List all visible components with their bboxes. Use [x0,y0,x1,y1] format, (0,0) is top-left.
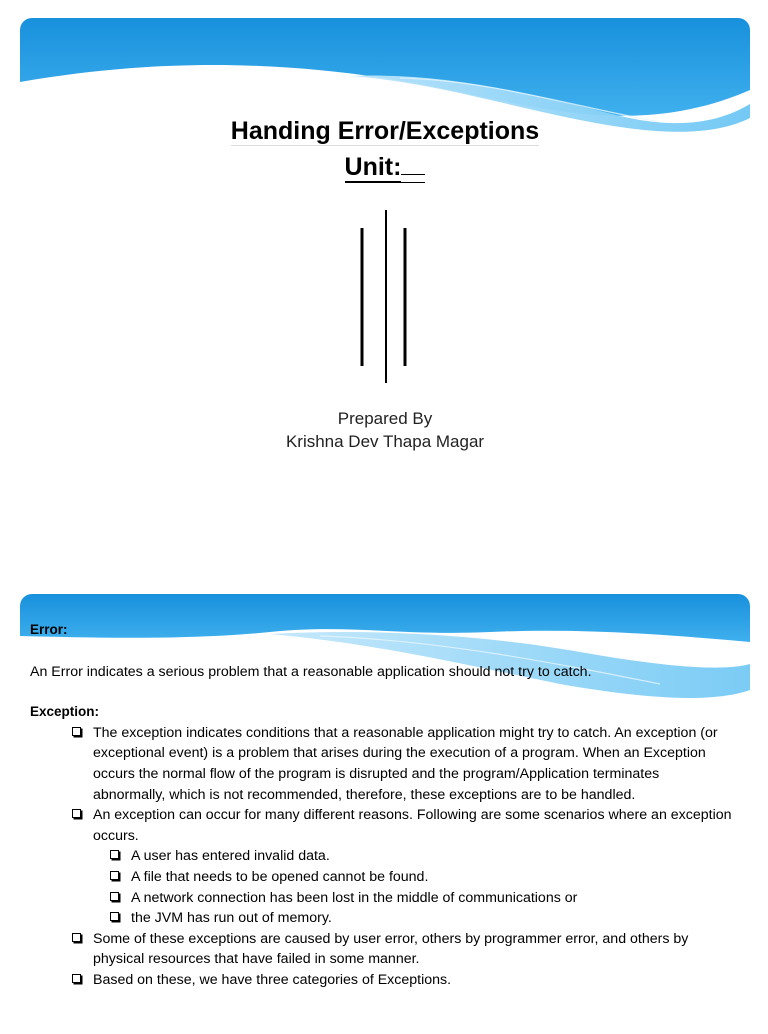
list-item: the JVM has run out of memory. [110,908,735,929]
prepared-by-label: Prepared By [337,409,433,428]
slide-title: Handing Error/Exceptions [230,117,540,145]
slide-subtitle-unit: Unit: [20,152,750,183]
list-item: Based on these, we have three categories of Exceptions. [72,970,735,991]
list-item: A user has entered invalid data. [110,846,735,867]
error-heading: Error: [30,622,68,637]
checkbox-bullet-icon [72,933,81,942]
error-definition: An Error indicates a serious problem that a reasonable application should not try to catch. [30,663,592,680]
list-item: The exception indicates conditions that a reasonable application might try to catch. An exception (or exceptional event) is a problem that arises during the execution of a program. When an Exception occurs the normal flow of the program is disrupted and the program/Application terminates abnormally, which is not recommended, therefore, these exceptions are to be handled. [72,723,735,805]
content-slide [20,594,750,1034]
scenario-sub-list [93,846,735,928]
author-name: Krishna Dev Thapa Magar [285,432,485,451]
exception-heading: Exception: [30,704,100,720]
list-item: A file that needs to be opened cannot be found. [110,867,735,888]
exception-bullet-list [30,723,735,991]
checkbox-bullet-icon [110,850,119,859]
checkbox-bullet-icon [72,809,81,818]
list-item: A network connection has been lost in the middle of communications or [110,888,735,909]
roman-numeral-three-mark [20,18,750,558]
checkbox-bullet-icon [72,974,81,983]
checkbox-bullet-icon [72,727,81,736]
slide-body [30,620,735,991]
list-item: Some of these exceptions are caused by user error, others by programmer error, and others by physical resources that have failed in some manner. [72,929,735,970]
title-slide [20,18,750,558]
checkbox-bullet-icon [110,892,119,901]
list-item: An exception can occur for many different reasons. Following are some scenarios where an exception occurs. A user has entered invalid data. A file that needs to be opened cannot be found. A network connection has been lost in the middle of communications or the JVM has run out of memory. [72,805,735,929]
checkbox-bullet-icon [110,912,119,921]
checkbox-bullet-icon [110,871,119,880]
